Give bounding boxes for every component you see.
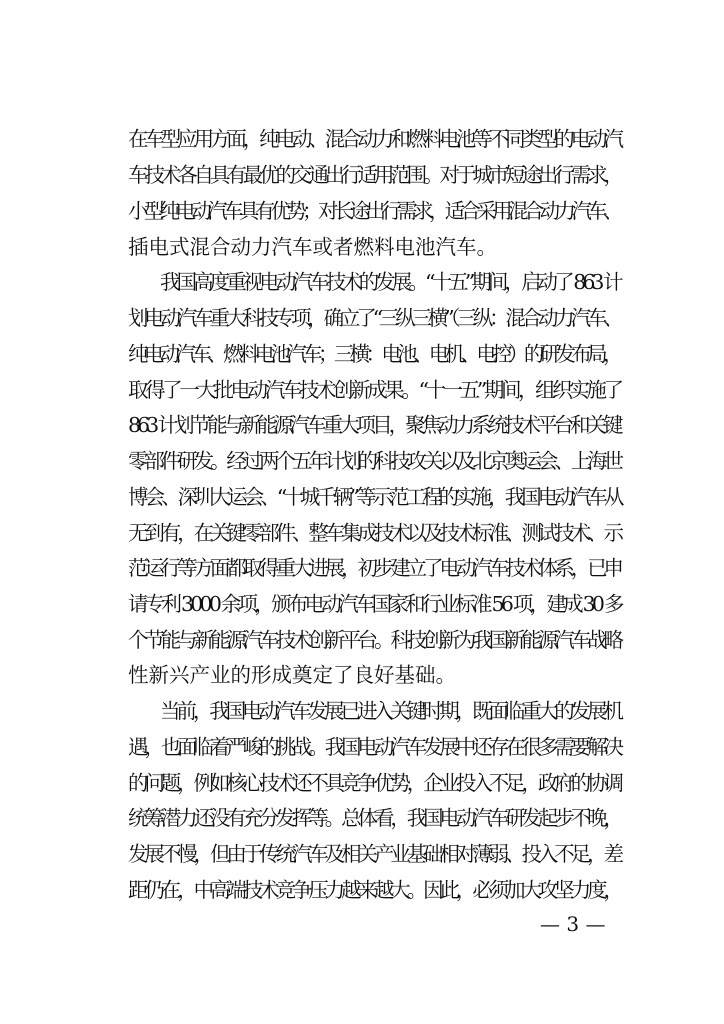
text-line: 博会、深圳大运会、“十城千辆”等示范工程的实施，我国电动汽车从 [128, 485, 621, 509]
text-line: 统筹潜力还没有充分发挥等。总体看，我国电动汽车研发起步不晚， [128, 806, 620, 830]
text-line: 遇，也面临着严峻的挑战。我国电动汽车发展中还存在很多需要解决 [128, 735, 620, 759]
text-line: 发展不慢，但由于传统汽车及相关产业基础相对薄弱、投入不足，差 [128, 842, 620, 866]
text-line: 纯电动汽车、燃料电池汽车；三横：电池、电机、电控）的研发布局， [128, 342, 619, 366]
text-line: 的问题，例如核心技术还不具竞争优势，企业投入不足，政府的协调 [128, 771, 620, 795]
page-number: — 3 — [540, 912, 606, 936]
text-line: 插电式混合动力汽车或者燃料电池汽车。 [128, 235, 497, 259]
text-line: 范运行等方面都取得重大进展，初步建立了电动汽车技术体系，已申 [128, 556, 620, 580]
text-line: 请专利 3000 余项，颁布电动汽车国家和行业标准 56 项，建成 30 多 [128, 592, 621, 616]
text-line: 863 计划节能与新能源汽车重大项目，聚焦动力系统技术平台和关键 [128, 413, 620, 437]
text-line: 当前，我国电动汽车发展已进入关键时期，既面临重大的发展机 [160, 699, 620, 723]
text-line: 性新兴产业的形成奠定了良好基础。 [128, 663, 456, 687]
text-line: 零部件研发。经过两个五年计划的科技攻关以及北京奥运会、上海世 [128, 449, 620, 473]
text-line: 车技术各自具有最优的交通出行适用范围。对于城市短途出行需求， [128, 163, 620, 187]
text-line: 在车型应用方面，纯电动、混合动力和燃料电池等不同类型的电动汽 [128, 127, 620, 151]
text-line: 我国高度重视电动汽车技术的发展。“十五”期间，启动了 863 计 [160, 270, 620, 294]
text-line: 小型纯电动汽车具有优势；对长途出行需求，适合采用混合动力汽车、 [128, 199, 619, 223]
text-line: 个节能与新能源汽车技术创新平台。科技创新为我国新能源汽车战略 [128, 628, 620, 652]
text-line: 取得了一大批电动汽车技术创新成果。“十一五”期间，组织实施了 [128, 378, 621, 402]
text-line: 距仍在，中高端技术竞争压力越来越大。因此，必须加大攻坚力度， [128, 878, 620, 902]
text-line: 无到有，在关键零部件、整车集成技术以及技术标准、测试技术、示 [128, 521, 620, 545]
text-line: 划电动汽车重大科技专项，确立了“三纵三横”（三纵：混合动力汽车、 [128, 306, 620, 330]
